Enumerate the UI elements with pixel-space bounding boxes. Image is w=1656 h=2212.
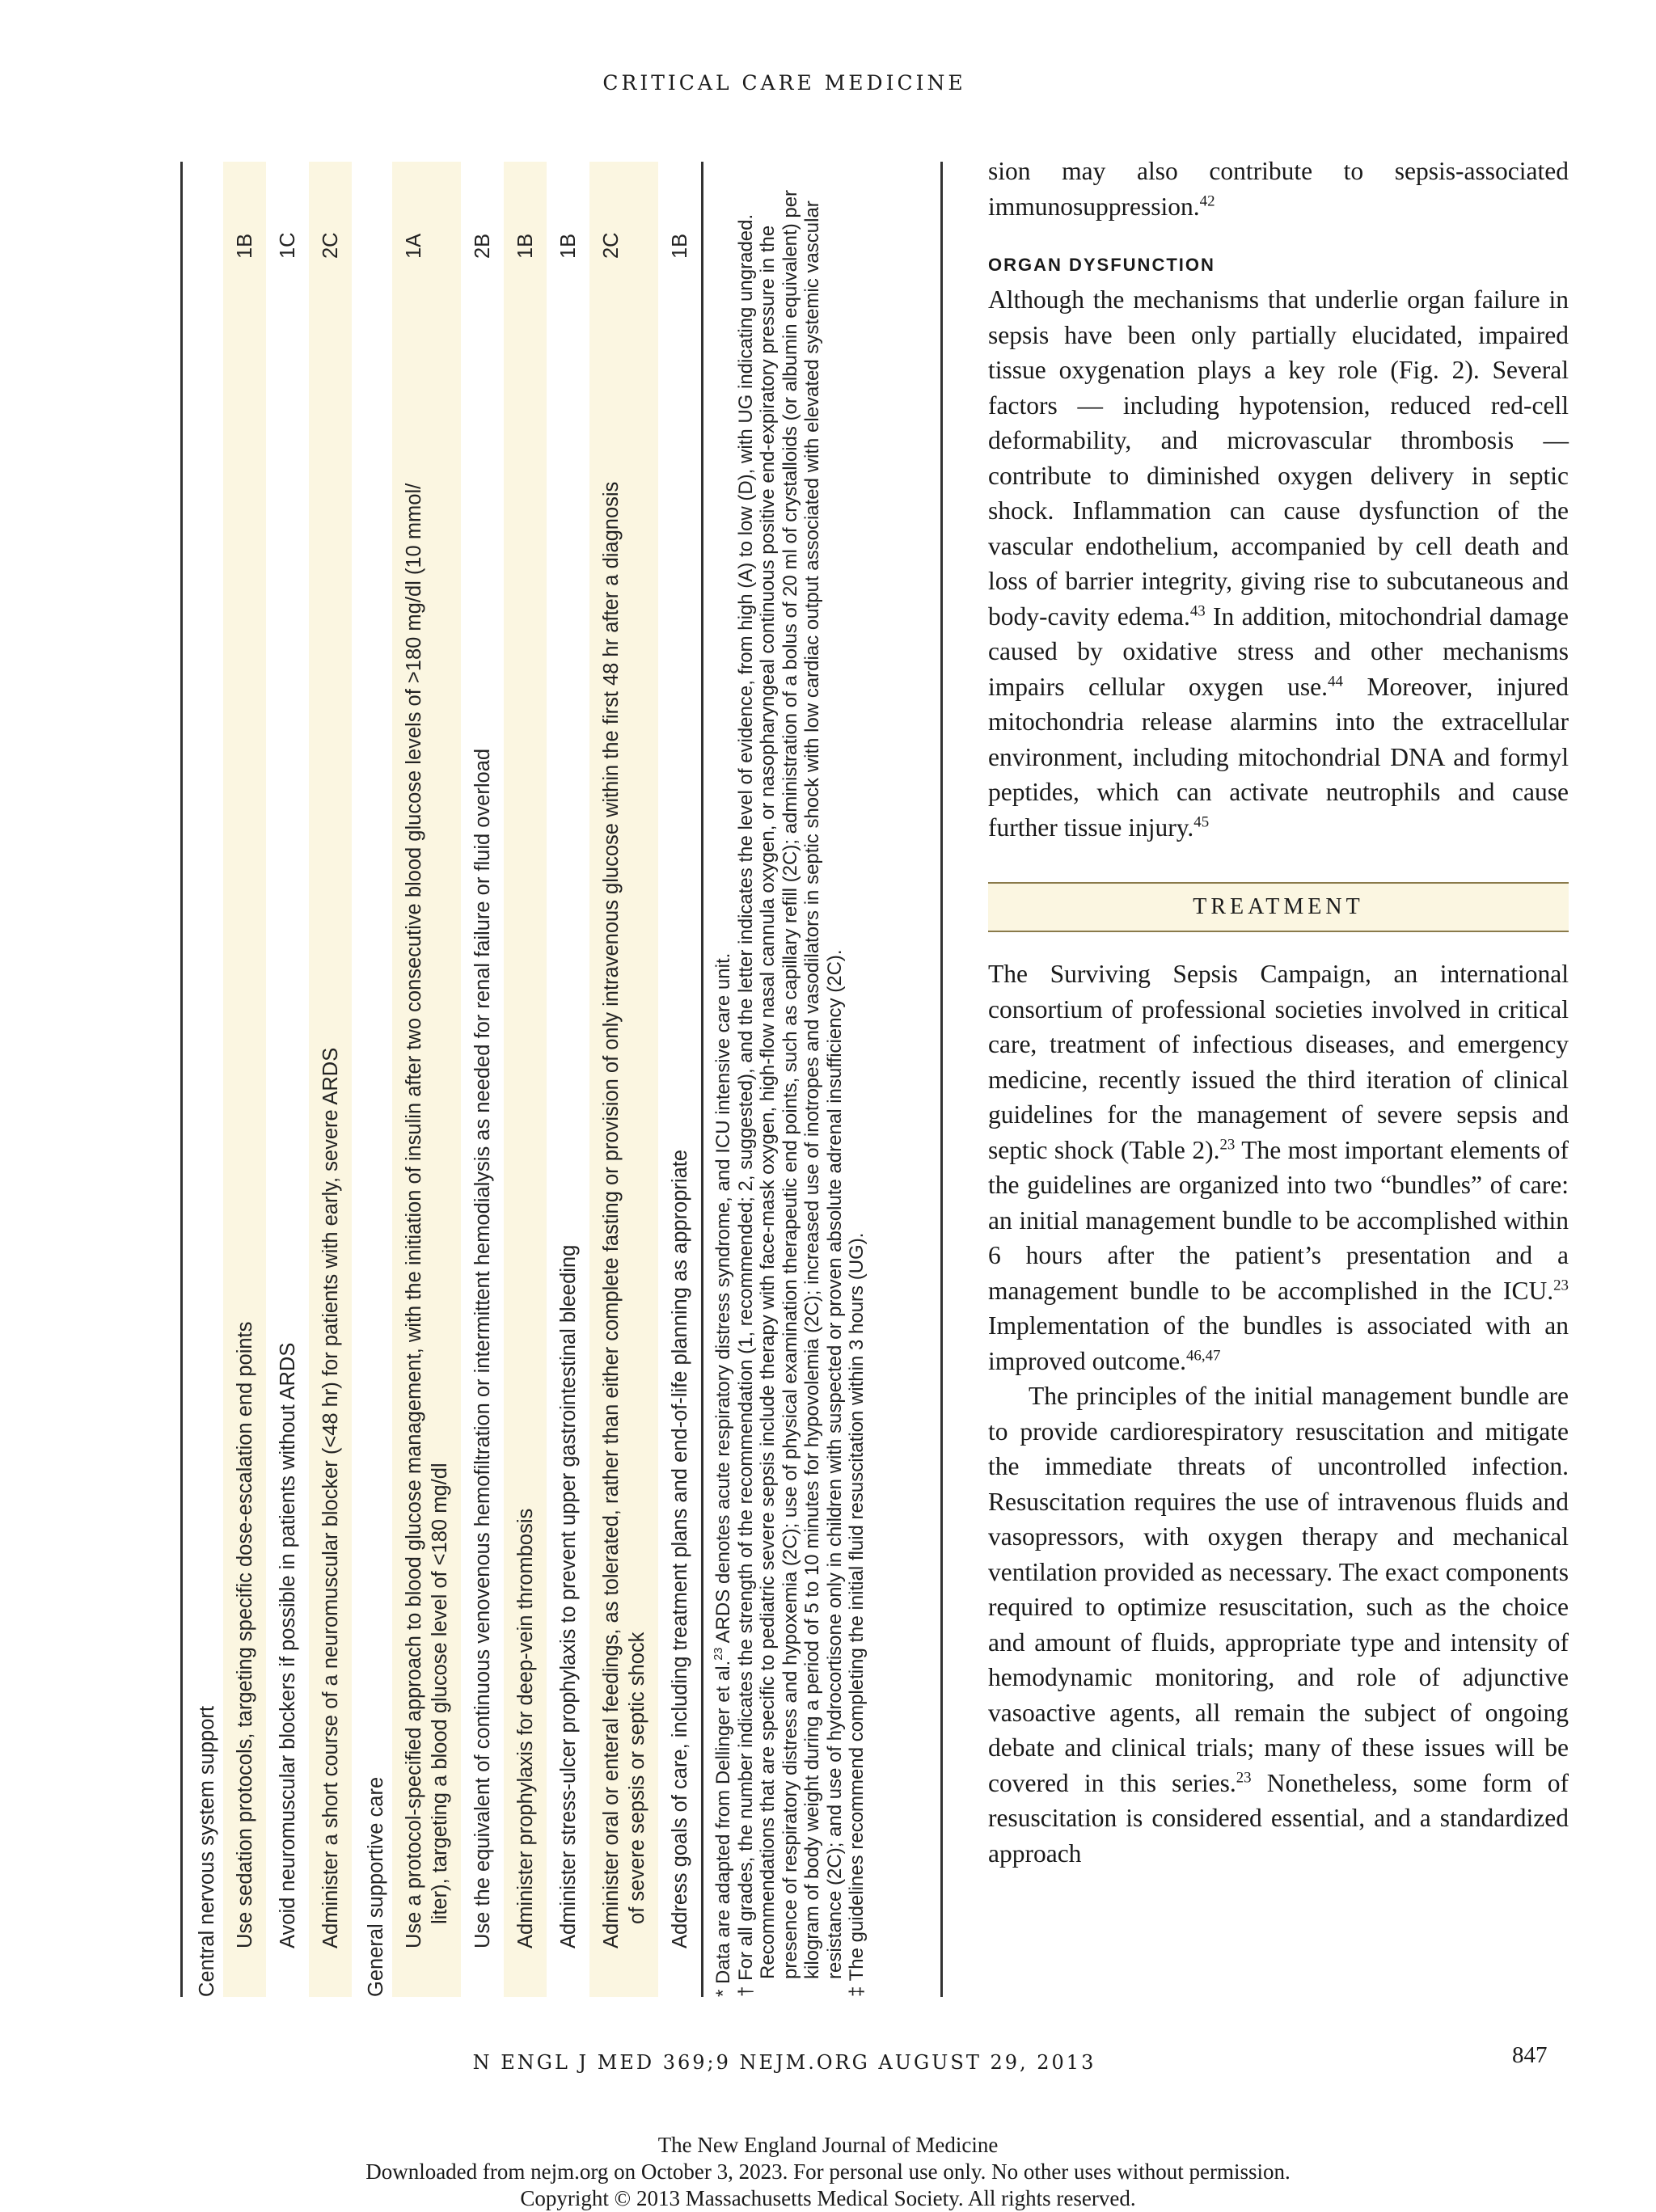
paragraph: Although the mechanisms that underlie organ failure in sepsis have been only partially elucidated, impaired tissue oxygenation plays a key role (Fig. 2). Several factors — including hypotension, reduced red-cell deformability, and microvascular thrombosis — contribute to diminished oxygen delivery in septic shock. Inflammation can cause dysfunction of the vascular endothelium, accompanied by cell death and loss of barrier integrity, giving rise to subcutaneous and body-cavity edema.$^{43}$ In addition, mitochondrial damage caused by oxidative stress and other mechanisms impairs cellular oxygen use.$^{44}$ Moreover, injured mitochondria release alarmins into the extracellular environment, including mitochondrial DNA and formyl peptides, which can activate neutrophils and cause further tissue injury.$^{45}$ xyxy=(988,285,1569,842)
grade-cell: 2C xyxy=(319,232,342,259)
paragraph: The principles of the initial management bundle are to provide cardiorespiratory resuscitation and mitigate the immediate threats of uncontrolled infection. Resuscitation requires the use of intravenous fluids and vasopressors, with oxygen therapy and mechanical ventilation provided as necessary. The exact components required to optimize resuscitation, such as the choice and amount of fluids, appropriate type and intensity of hemodynamic monitoring, and role of adjunctive vasoactive agents, all remain the subject of ongoing debate and clinical trials; many of these issues will be covered in this series.$^{23}$ Nonetheless, some form of resuscitation is considered essential, and a standardized approach xyxy=(988,1382,1569,1868)
grade-cell: 1B xyxy=(557,233,580,259)
rotated-table-block xyxy=(180,162,940,1997)
table-row: Avoid neuromuscular blockers if possible in patients without ARDS 1C xyxy=(266,162,309,1997)
table-section-header: Central nervous system support xyxy=(196,1706,218,1997)
footnote-star: * Data are adapted from Dellinger et al.$^{23}$ ARDS denotes acute respiratory distress syndrome, and ICU intensive care unit. xyxy=(712,952,734,1997)
table-row: Administer oral or enteral feedings, as tolerated, rather than either complete fasting or provision of only intravenous glucose within the first 48 hr after a diagnosis of severe sepsis or septic shock 2C xyxy=(589,162,658,1997)
table-bottom-rule xyxy=(701,162,703,1997)
table-end-rule xyxy=(940,162,943,1997)
grade-cell: 2C xyxy=(600,232,623,259)
running-head: CRITICAL CARE MEDICINE xyxy=(602,71,966,95)
journal-name: The New England Journal of Medicine xyxy=(657,2133,999,2157)
table-row: Use sedation protocols, targeting specific dose-escalation end points 1B xyxy=(223,162,266,1997)
paragraph: The Surviving Sepsis Campaign, an international consortium of professional societies involved in critical care, treatment of infectious diseases, and emergency medicine, recently issued the third iteration of clinical guidelines for the management of severe sepsis and septic shock (Table 2).$^{23}$ The most important elements of the guidelines are organized into two “bundles” of care: an initial management bundle to be accomplished within 6 hours after the patient’s presentation and a management bundle to be accomplished in the ICU.$^{23}$ Implementation of the bundles is associated with an improved outcome.$^{46,47}$ xyxy=(988,960,1569,1375)
grade-cell: 1A xyxy=(403,233,425,259)
recommendations-table xyxy=(180,162,703,1997)
download-notice: Downloaded from nejm.org on October 3, 2023. For personal use only. No other uses without permission. xyxy=(365,2159,1291,2184)
page-number: 847 xyxy=(1512,2042,1548,2068)
grade-cell: 1C xyxy=(277,232,299,259)
table-row: Administer a short course of a neuromuscular blocker (<48 hr) for patients with early, severe ARDS 2C xyxy=(309,162,352,1997)
footnote-dagger: † For all grades, the number indicates the strength of the recommendation (1, recommended; 2, suggested), and the letter indicates the level of evidence, from high (A) to low (D), with UG indicating ungraded. Recommendations that are specific to pediatric severe sepsis include therapy with face-mask oxygen, high-flow nasal cannula oxygen, or nasopharyngeal continuous positive end-expiratory pressure in the presence of respiratory distress and hypoxemia (2C); use of physical examination therapeutic end points, such as capillary refill (2C); administration of a bolus of 20 ml of crystalloids (or albumin equivalent) per kilogram of body weight during a period of 5 to 10 minutes for hypovolemia (2C); increased use of inotropes and vasodilators in septic shock with low cardiac output associated with elevated systemic vascular resistance (2C); and use of hydrocortisone only in children with suspected or proven absolute adrenal insufficiency (2C). xyxy=(734,189,846,1997)
grade-cell: 1B xyxy=(514,233,537,259)
copyright-notice: Copyright © 2013 Massachusetts Medical Society. All rights reserved. xyxy=(520,2186,1136,2210)
section-heading-treatment: TREATMENT xyxy=(988,882,1569,932)
table-row: Address goals of care, including treatment plans and end-of-life planning as appropriate 1B xyxy=(658,162,701,1997)
table-row: Use the equivalent of continuous venovenous hemofiltration or intermittent hemodialysis as needed for renal failure or fluid overload 2B xyxy=(461,162,504,1997)
body-column xyxy=(988,154,1569,1871)
grade-cell: 1B xyxy=(234,233,256,259)
table-row: Use a protocol-specified approach to blood glucose management, with the initiation of insulin after two consecutive blood glucose levels of >180 mg/dl (10 mmol/ liter), targeting a blood glucose level of <180 mg/dl 1A xyxy=(392,162,461,1997)
table-row: Administer prophylaxis for deep-vein thrombosis 1B xyxy=(504,162,547,1997)
grade-cell: 1B xyxy=(669,233,691,259)
footnote-double-dagger: ‡ The guidelines recommend completing the initial fluid resuscitation within 3 hours (UG). xyxy=(846,1232,868,1997)
paragraph: sion may also contribute to sepsis-associated immunosuppression.$^{42}$ xyxy=(988,157,1569,221)
grade-cell: 2B xyxy=(471,233,494,259)
table-footnotes xyxy=(712,162,868,1997)
table-section-header: General supportive care xyxy=(365,1776,387,1997)
section-heading-organ-dysfunction: ORGAN DYSFUNCTION xyxy=(988,255,1215,275)
footer-citation: N ENGL J MED 369;9 NEJM.ORG AUGUST 29, 2013 xyxy=(472,2051,1096,2074)
table-row: Administer stress-ulcer prophylaxis to prevent upper gastrointestinal bleeding 1B xyxy=(547,162,589,1997)
